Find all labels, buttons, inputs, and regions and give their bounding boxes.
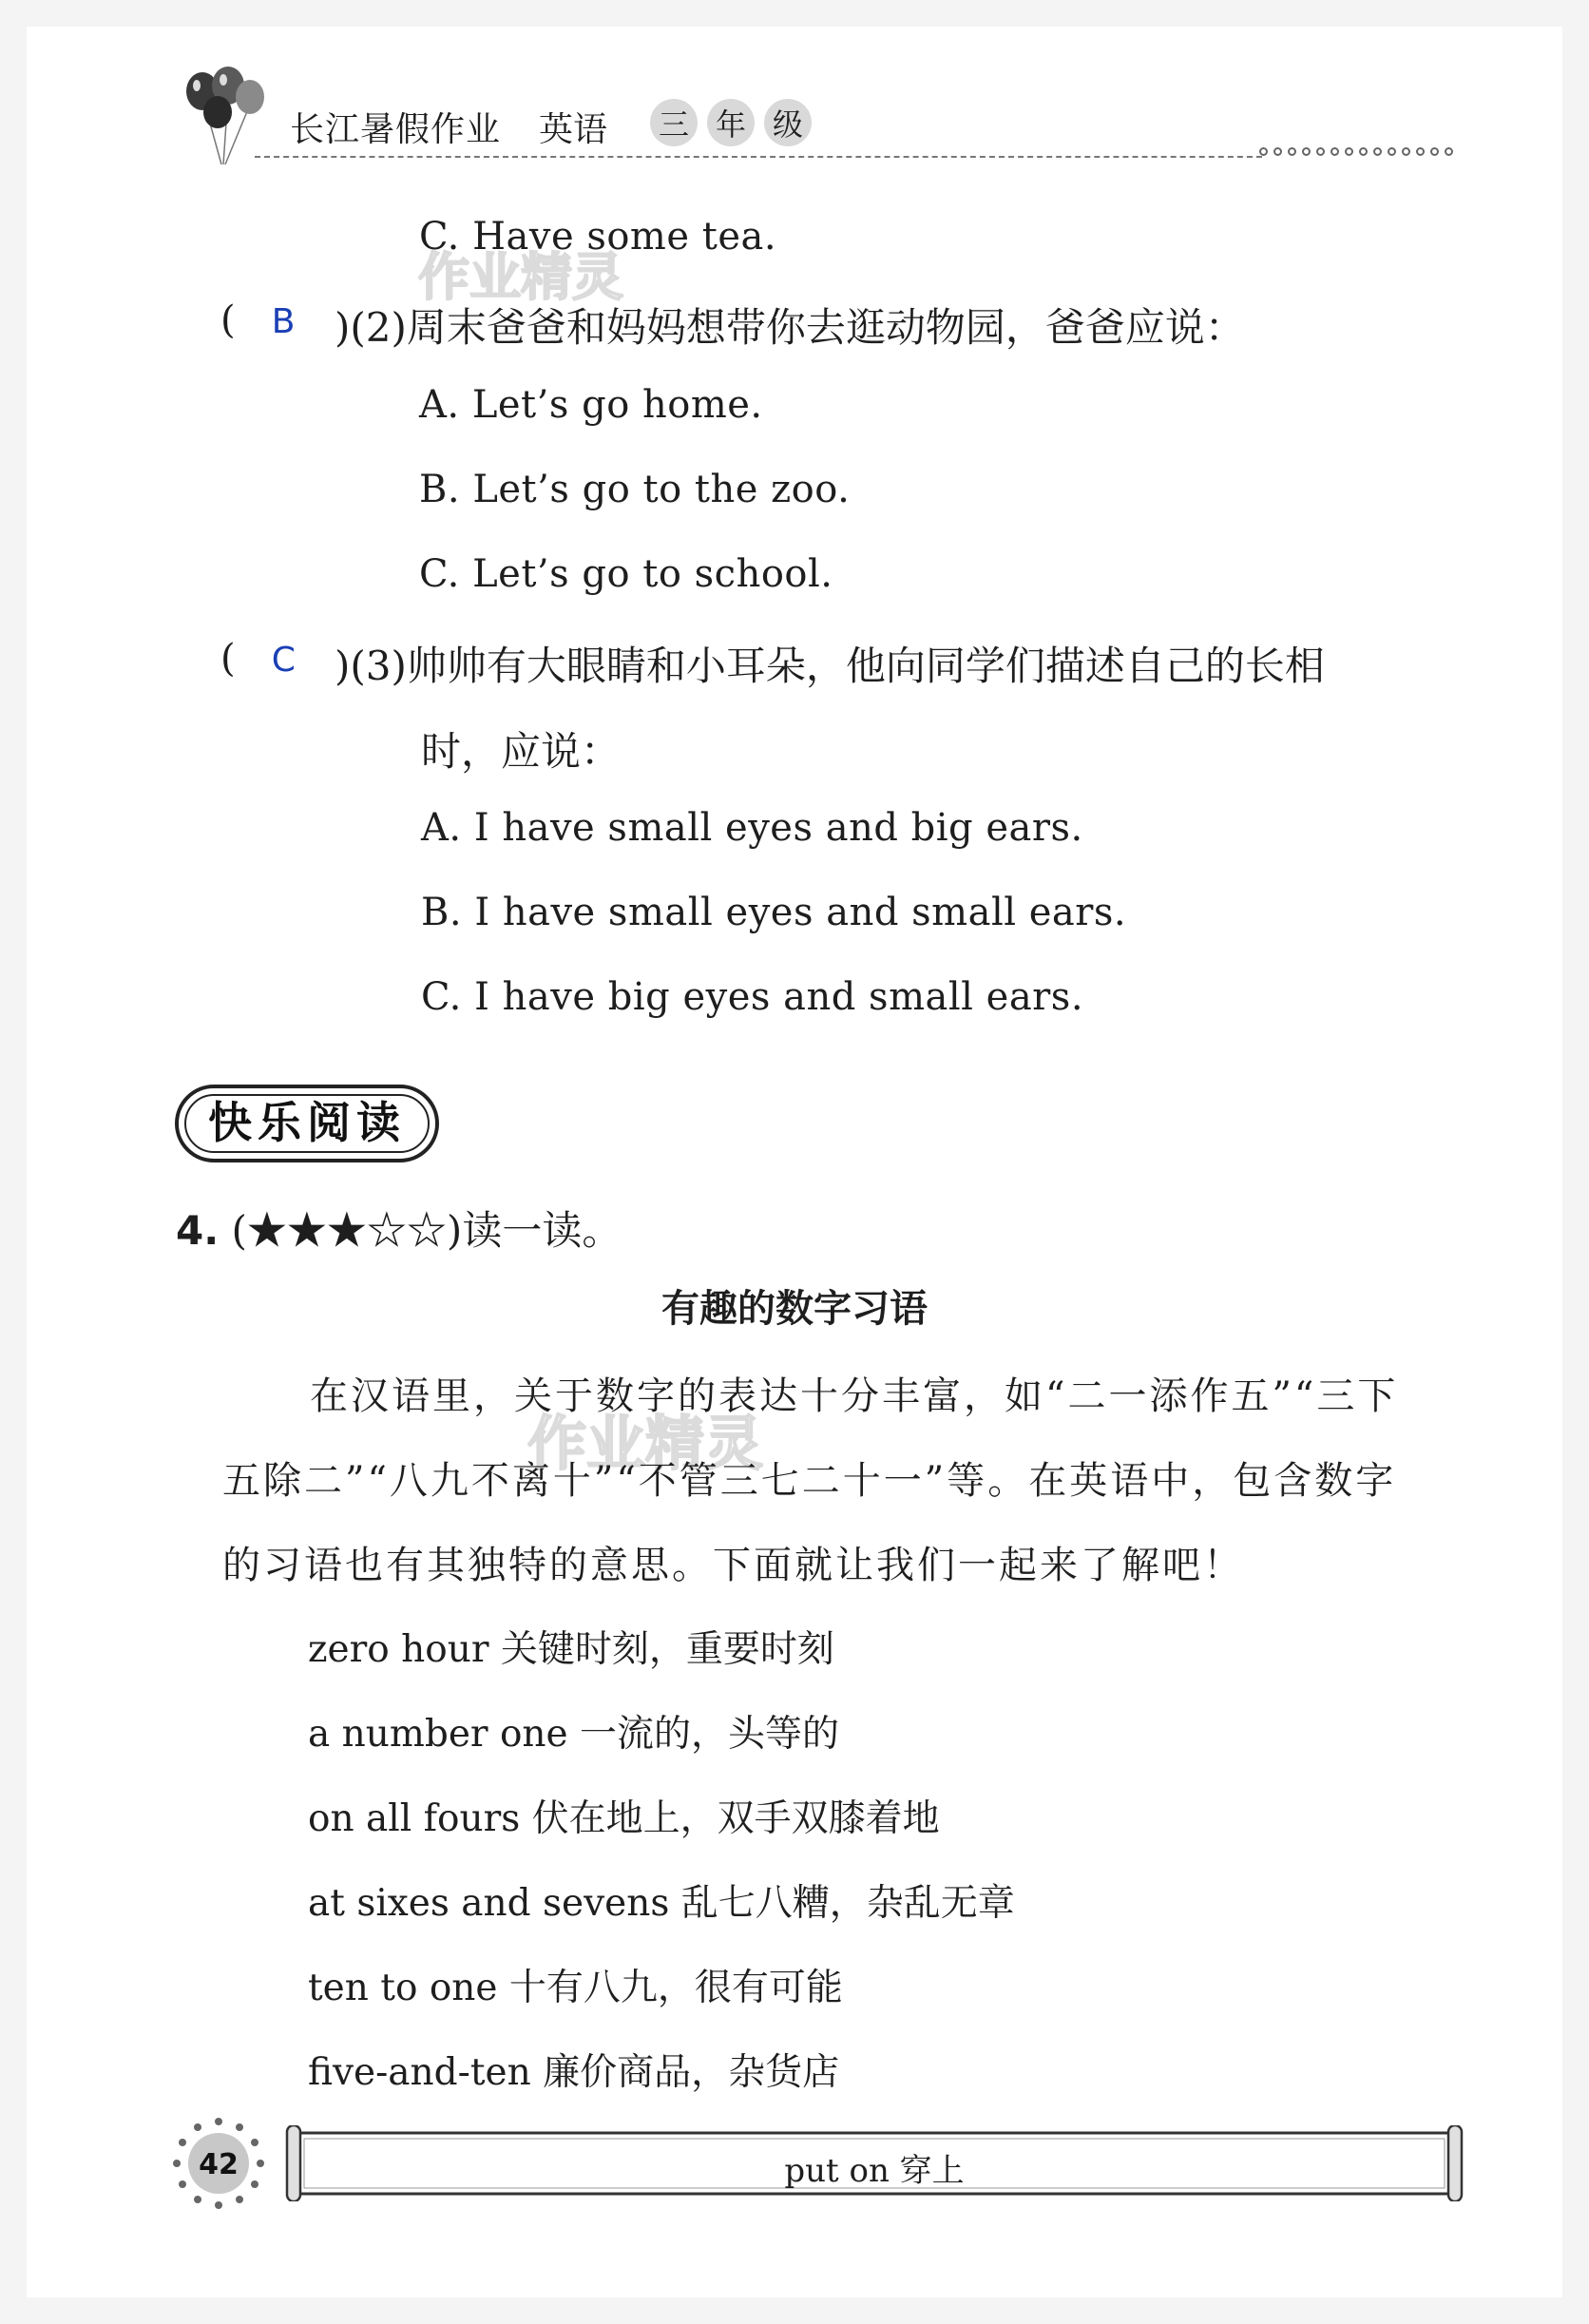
q3-option-a: A. I have small eyes and big ears.	[421, 806, 1083, 850]
task-number: 4.	[176, 1207, 220, 1254]
idiom-item: at sixes and sevens 乱七八糟，杂乱无章	[308, 1882, 1015, 1925]
q3-option-b: B. I have small eyes and small ears.	[421, 891, 1127, 934]
paragraph-line: 五除二”“八九不离十”“不管三七二十一”等。在英语中，包含数字	[222, 1459, 1397, 1503]
idiom-item: on all fours 伏在地上，双手双膝着地	[308, 1797, 940, 1840]
q2-option-c: C. Let’s go to school.	[419, 552, 833, 596]
q3-prompt-text: 帅帅有大眼睛和小耳朵，他向同学们描述自己的长相	[406, 643, 1325, 689]
q2-prompt-text: 周末爸爸和妈妈想带你去逛动物园，爸爸应说：	[406, 304, 1245, 351]
idiom-item: five-and-ten 廉价商品，杂货店	[308, 2051, 840, 2094]
grade-char: 三	[650, 99, 698, 146]
q2-option-a: A. Let’s go home.	[419, 383, 763, 427]
idiom-item: zero hour 关键时刻，重要时刻	[308, 1628, 834, 1671]
q3-option-c: C. I have big eyes and small ears.	[421, 975, 1084, 1019]
section-heading-text: 快乐阅读	[208, 1097, 406, 1148]
grade-label	[650, 99, 812, 146]
task-stars: (★★★☆☆)	[231, 1207, 463, 1254]
q3-number: )(3)	[335, 643, 407, 689]
page-number-badge	[171, 2116, 266, 2211]
q3-prompt-line-1	[335, 635, 1325, 692]
grade-char: 年	[707, 99, 755, 146]
q3-prompt-line-2: 时，应说：	[421, 728, 622, 775]
q2-prompt	[335, 297, 1245, 354]
header-divider	[255, 156, 1262, 158]
task-text: 读一读。	[462, 1207, 622, 1254]
balloons-icon	[176, 65, 271, 169]
q2-option-b: B. Let’s go to the zoo.	[419, 468, 851, 511]
q3-answer: C	[271, 641, 296, 680]
q3-answer-bracket: ( C	[220, 637, 296, 681]
header-subject: 英语	[539, 110, 608, 149]
header-title: 长江暑假作业	[290, 110, 502, 149]
watermark-text: 作业精灵	[418, 247, 623, 307]
q2-answer-bracket: ( B	[220, 298, 296, 342]
header-dots	[1259, 147, 1453, 156]
paragraph-line: 在汉语里，关于数字的表达十分丰富，如“二一添作五”“三下	[310, 1374, 1399, 1418]
footer-phrase: put on 穿上	[784, 2152, 965, 2190]
grade-char: 级	[764, 99, 812, 146]
page-number: 42	[199, 2148, 239, 2181]
paragraph-line: 的习语也有其独特的意思。下面就让我们一起来了解吧！	[222, 1544, 1244, 1587]
q1-option-c: C. Have some tea.	[419, 215, 777, 259]
task-4	[176, 1200, 622, 1257]
section-heading	[174, 1084, 440, 1163]
q2-number: )(2)	[335, 304, 407, 351]
idiom-item: ten to one 十有八九，很有可能	[308, 1967, 843, 2009]
watermark-text: 作业精灵	[527, 1409, 764, 1478]
q2-answer: B	[271, 302, 296, 341]
passage-title: 有趣的数字习语	[661, 1287, 928, 1331]
idiom-item: a number one 一流的，头等的	[308, 1713, 840, 1756]
